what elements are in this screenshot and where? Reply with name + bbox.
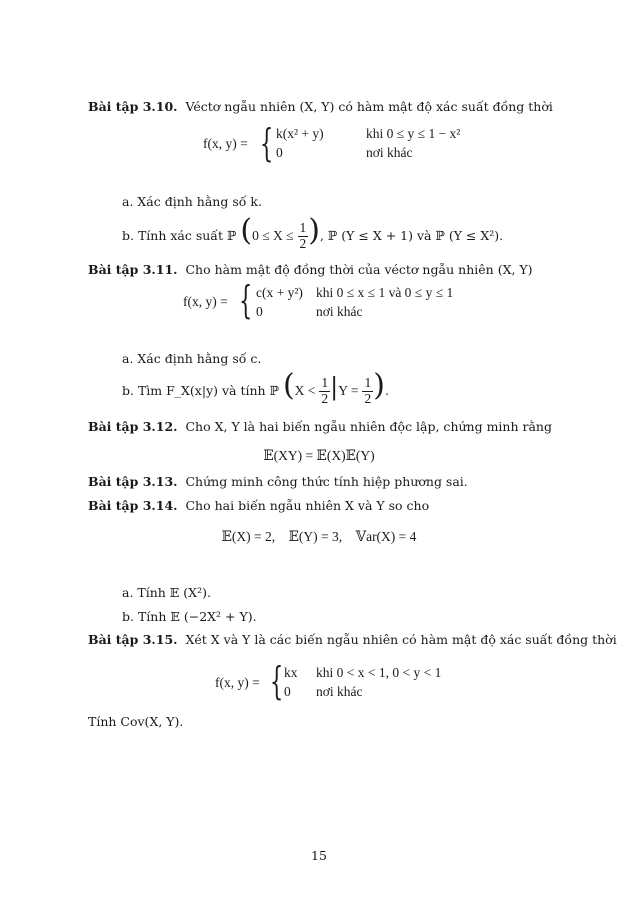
case-1-expression: c(x + y²): [256, 285, 303, 300]
exercise-3-10-header: [88, 99, 553, 114]
part-a: a. Xác định hằng số k.: [122, 194, 262, 209]
formula-lhs: f(x, y) =: [215, 675, 260, 690]
right-paren-icon: ): [373, 368, 385, 403]
fraction-denominator: 2: [364, 391, 372, 406]
exercise-3-13-header: [88, 474, 468, 489]
left-paren-icon: (: [240, 213, 253, 248]
formula-display: 𝔼(X) = 2, 𝔼(Y) = 3, 𝕍ar(X) = 4: [221, 529, 417, 544]
case-2-expression: 0: [284, 684, 291, 699]
fraction-numerator: 1: [364, 375, 372, 391]
case-1-expression: kx: [284, 665, 298, 680]
part-a: a. Tính 𝔼 (X²).: [122, 585, 211, 600]
fraction-numerator: 1: [299, 220, 307, 236]
formula-lhs: f(x, y) =: [183, 294, 228, 309]
exercise-intro: Cho X, Y là hai biến ngẫu nhiên độc lập, chứng minh rằng: [185, 419, 552, 434]
page-number: 15: [311, 848, 327, 863]
exercise-intro: Cho hai biến ngẫu nhiên X và Y so cho: [185, 498, 430, 513]
case-1-condition: khi 0 ≤ y ≤ 1 − x²: [366, 126, 461, 141]
exercise-3-15-header: [88, 632, 617, 647]
part-b-prefix: b. Tính xác suất ℙ: [122, 228, 237, 243]
case-2-condition: nơi khác: [316, 684, 363, 699]
part-b-inner: 0 ≤ X ≤: [252, 228, 294, 243]
exercise-intro: Véctơ ngẫu nhiên (X, Y) có hàm mật độ xác suất đồng thời: [185, 99, 553, 114]
right-paren-icon: ): [308, 213, 320, 248]
part-b: [122, 368, 389, 406]
case-1-condition: khi 0 ≤ x ≤ 1 và 0 ≤ y ≤ 1: [316, 285, 454, 300]
part-b-prefix: b. Tìm F_X(x|y) và tính ℙ: [122, 383, 279, 398]
part-b-inner: X <: [294, 383, 316, 398]
exercise-intro: Chứng minh công thức tính hiệp phương sai.: [185, 474, 468, 489]
formula-display: 𝔼(XY) = 𝔼(X)𝔼(Y): [263, 448, 375, 463]
case-1-condition: khi 0 < x < 1, 0 < y < 1: [316, 665, 442, 680]
exercise-3-11-header: [88, 262, 533, 277]
exercise-intro: Xét X và Y là các biến ngẫu nhiên có hàm mật độ xác suất đồng thời: [185, 632, 617, 647]
case-2-expression: 0: [276, 145, 283, 160]
conditional-bar-icon: |: [330, 373, 339, 401]
exercise-heading: Bài tập 3.14.: [88, 498, 178, 513]
case-1-expression: k(x² + y): [276, 126, 324, 141]
exercise-intro: Cho hàm mật độ đồng thời của véctơ ngẫu nhiên (X, Y): [185, 262, 533, 277]
exercise-heading: Bài tập 3.13.: [88, 474, 178, 489]
left-paren-icon: (: [282, 368, 295, 403]
fraction-numerator: 1: [321, 375, 329, 391]
part-b: b. Tính 𝔼 (−2X² + Y).: [122, 609, 257, 624]
fraction-denominator: 2: [321, 391, 329, 406]
left-brace-icon: {: [270, 659, 284, 703]
exercise-3-14-header: [88, 498, 429, 513]
case-2-expression: 0: [256, 304, 263, 319]
part-a: a. Xác định hằng số c.: [122, 351, 262, 366]
closing-question: Tính Cov(X, Y).: [88, 714, 184, 729]
part-b-suffix: .: [384, 383, 389, 398]
exercise-3-12-header: [88, 419, 552, 434]
exercise-heading: Bài tập 3.15.: [88, 632, 178, 647]
exercise-heading: Bài tập 3.12.: [88, 419, 178, 434]
left-brace-icon: {: [260, 121, 274, 165]
fraction: [319, 376, 330, 407]
formula-lhs: f(x, y) =: [203, 136, 248, 151]
left-brace-icon: {: [239, 278, 253, 322]
case-2-condition: nơi khác: [366, 145, 413, 160]
exercise-heading: Bài tập 3.10.: [88, 99, 178, 114]
part-b-suffix: , ℙ (Y ≤ X + 1) và ℙ (Y ≤ X²).: [319, 228, 504, 243]
fraction: [298, 221, 309, 252]
case-2-condition: nơi khác: [316, 304, 363, 319]
part-b: [122, 213, 504, 251]
fraction: [362, 376, 373, 407]
part-b-condition: Y =: [338, 383, 359, 398]
exercise-heading: Bài tập 3.11.: [88, 262, 178, 277]
fraction-denominator: 2: [299, 236, 307, 251]
